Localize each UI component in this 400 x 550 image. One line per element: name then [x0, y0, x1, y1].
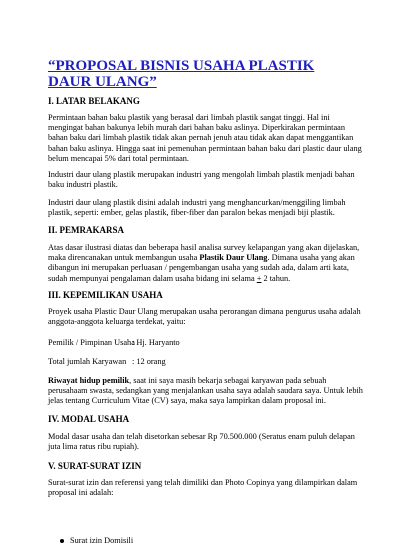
pemilik-label: Pemilik / Pimpinan Usaha	[48, 338, 135, 347]
heading-izin: V. SURAT-SURAT IZIN	[48, 461, 142, 471]
karyawan-label: Total jumlah Karyawan	[48, 357, 127, 366]
paragraph-kepemilikan: Proyek usaha Plastic Daur Ulang merupakan usaha perorangan dimana pengurus usaha adalah anggota-anggota keluarga terdekat, yaitu:	[48, 307, 361, 327]
paragraph-pemrakarsa	[48, 243, 366, 284]
paragraph-riwayat	[48, 376, 366, 407]
paragraph-latar-belakang-2: Industri daur ulang plastik merupakan industri yang mengolah limbah plastik menjadi bahan baku industri plastik.	[48, 170, 355, 190]
list-item	[60, 536, 133, 546]
plus-minus-sign: +	[256, 273, 262, 283]
pemrakarsa-text-c: 2 tahun.	[261, 273, 291, 283]
bullet-icon	[60, 539, 64, 543]
riwayat-text: , saat ini saya masih bekarja sebagai karyawan pada sebuah perusahaam swasta, sedangkan yang menjalankan usaha saya adalah saudara saya. Untuk lebih jelas tentang Curriculum Vitae (CV) saya, maka saya lampirkan dalam proposal ini.	[48, 376, 363, 406]
paragraph-modal: Modal dasar usaha dan telah disetorkan sebesar Rp 70.500.000 (Seratus enam puluh delapan juta lima ratus ribu rupiah).	[48, 432, 355, 452]
paragraph-latar-belakang-1: Permintaan bahan baku plastik yang berasal dari limbah plastik sangat tinggi. Hal ini mengingat bahan bakunya lebih murah dari bahan baku aslinya. Diperkirakan permintaan bahan baku dari limbah plastik tidak akan pernah jenuh atau tidak akan dapat menggantikan bahan baku aslinya. Hingga saat ini pemenuhan permintaan bahan baku dari plastic daur ulang belum mencapai 5% dari total permintaan.	[48, 113, 362, 163]
heading-kepemilikan: III. KEPEMILIKAN USAHA	[48, 290, 163, 300]
paragraph-latar-belakang-3: Industri daur ulang plastik disini adalah industri yang menghancurkan/menggiling limbah plastik, seperti: ember, gelas plastik, fiber-fiber dan paralon bekas menjadi biji plastik.	[48, 198, 346, 218]
pemrakarsa-text-a: Atas dasar ilustrasi diatas dan beberapa hasil analisa survey kelapangan yang akan dijelaskan, maka direncanakan untuk membangun usaha	[48, 243, 360, 263]
heading-latar-belakang: I. LATAR BELAKANG	[48, 96, 140, 106]
paragraph-izin: Surat-surat izin dan referensi yang telah dimiliki dan Photo Copinya yang dilampirkan dalam proposal ini adalah:	[48, 478, 358, 498]
heading-modal: IV. MODAL USAHA	[48, 414, 130, 424]
pemrakarsa-bold-text: Plastik Daur Ulang	[199, 253, 268, 263]
karyawan-value: : 12 orang	[132, 357, 166, 366]
pemilik-value: : Hj. Haryanto	[132, 338, 180, 347]
title-line-1: “PROPOSAL BISNIS USAHA PLASTIK	[48, 58, 315, 74]
riwayat-bold-text: Riwayat hidup pemilik	[48, 376, 130, 385]
list-item-label: Surat izin Domisili	[70, 536, 134, 545]
row-pemilik	[48, 338, 180, 348]
pemrakarsa-text-b: . Dimana usaha yang akan dibangun ini merupakan perluasan / pengembangan usaha yang sudah ada, dalam arti kata, sudah mempunyai pengalaman dalam usaha bidang ini selama	[48, 253, 355, 283]
document-title	[48, 58, 348, 90]
title-line-2: DAUR ULANG”	[48, 74, 157, 90]
heading-pemrakarsa: II. PEMRAKARSA	[48, 225, 125, 235]
row-karyawan	[48, 357, 166, 367]
